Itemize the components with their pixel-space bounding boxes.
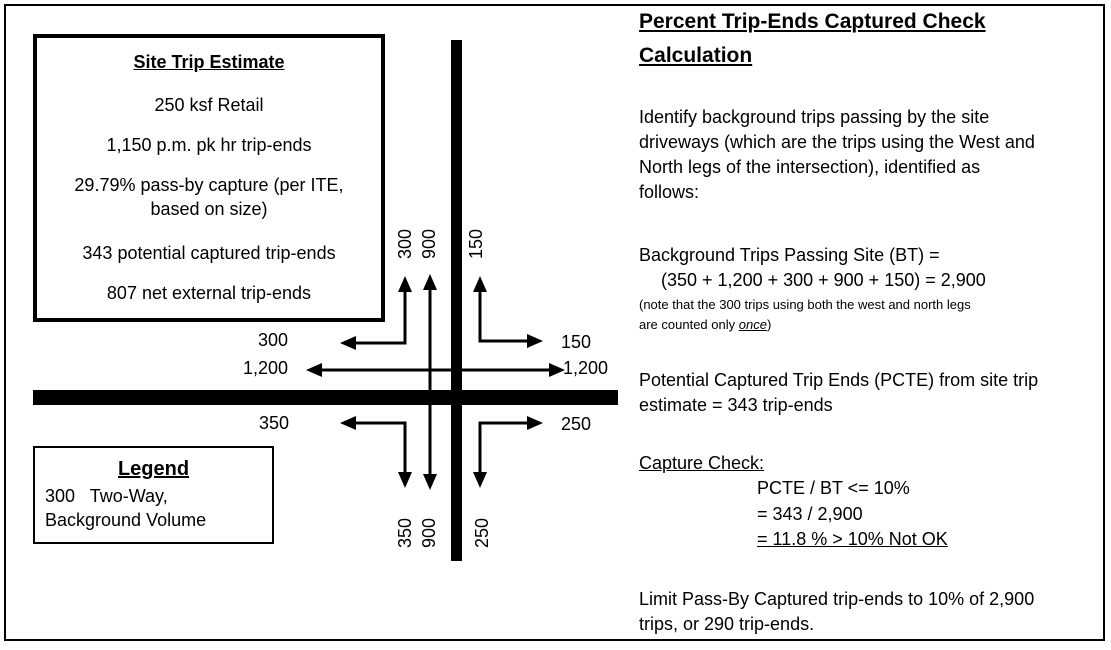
arrowhead-north-through xyxy=(423,274,437,290)
volume-west-top: 300 xyxy=(258,330,289,350)
arrowhead-sw-left xyxy=(340,416,356,430)
legend-line-2: Background Volume xyxy=(45,510,207,530)
site-box-line-passby-a: 29.79% pass-by capture (per ITE, xyxy=(74,175,344,195)
calc-bt-formula: (350 + 1,200 + 300 + 900 + 150) = 2,900 xyxy=(661,270,986,290)
site-trip-estimate-box xyxy=(33,34,385,322)
volume-east-top: 150 xyxy=(561,332,592,352)
site-box-line-passby-b: based on size) xyxy=(150,199,268,219)
volume-south-through: 900 xyxy=(419,517,439,549)
legend-box xyxy=(33,446,274,544)
calc-check-line-2: = 343 / 2,900 xyxy=(757,504,863,524)
calc-pcte-2: estimate = 343 trip-ends xyxy=(639,395,833,415)
north-south-road xyxy=(451,40,462,561)
legend-title: Legend xyxy=(117,458,190,480)
calc-note-2-emphasis: once xyxy=(738,317,767,332)
arrowhead-se-right xyxy=(527,416,543,430)
volume-north-right: 150 xyxy=(466,228,486,260)
volume-north-left: 300 xyxy=(395,228,415,260)
site-box-line-net-external: 807 net external trip-ends xyxy=(106,283,312,303)
south-west-turn-arrow xyxy=(352,423,405,474)
arrowhead-nw-left xyxy=(340,336,356,350)
volume-west-through: 1,200 xyxy=(243,358,289,378)
arrowhead-se-down xyxy=(473,472,487,488)
east-west-road xyxy=(33,390,618,405)
site-box-line-captured: 343 potential captured trip-ends xyxy=(82,243,336,263)
volume-west-bottom: 350 xyxy=(259,413,290,433)
calc-intro-2: driveways (which are the trips using the West and xyxy=(639,132,1035,152)
calc-title-line-1: Percent Trip-Ends Captured Check xyxy=(639,10,986,33)
arrowhead-west xyxy=(306,363,322,377)
arrowhead-nw-up xyxy=(398,276,412,292)
calc-title-line-2: Calculation xyxy=(639,44,753,67)
calc-limit-2: trips, or 290 trip-ends. xyxy=(639,614,815,634)
arrowhead-ne-right xyxy=(527,334,543,348)
volume-north-through: 900 xyxy=(419,228,439,260)
calc-note-2 xyxy=(639,317,1079,333)
calc-note-2-text: are counted only xyxy=(639,317,739,332)
calc-capture-check-title: Capture Check: xyxy=(639,453,765,473)
calc-bt-label: Background Trips Passing Site (BT) = xyxy=(639,245,940,265)
calc-intro-3: North legs of the intersection), identified as xyxy=(639,157,981,177)
calc-note-1: (note that the 300 trips using both the west and north legs xyxy=(639,297,971,312)
north-east-turn-arrow xyxy=(480,290,531,341)
volume-east-bottom: 250 xyxy=(561,414,592,434)
volume-south-left: 350 xyxy=(395,517,415,549)
site-box-title: Site Trip Estimate xyxy=(133,52,285,72)
calc-check-line-1: PCTE / BT <= 10% xyxy=(757,478,910,498)
volume-south-right: 250 xyxy=(472,517,492,549)
volume-east-through: 1,200 xyxy=(563,358,609,378)
calc-pcte-1: Potential Captured Trip Ends (PCTE) from site trip xyxy=(639,370,1039,390)
calc-check-line-3: = 11.8 % > 10% Not OK xyxy=(757,529,948,549)
south-east-turn-arrow xyxy=(480,423,531,474)
legend-line-1: 300 Two-Way, xyxy=(45,486,168,506)
calc-intro-4: follows: xyxy=(639,182,700,202)
site-box-line-trip-ends: 1,150 p.m. pk hr trip-ends xyxy=(106,135,312,155)
arrowhead-ne-up xyxy=(473,276,487,292)
arrowhead-south-through xyxy=(423,474,437,490)
arrowhead-sw-down xyxy=(398,472,412,488)
calc-limit-1: Limit Pass-By Captured trip-ends to 10% of 2,900 xyxy=(639,589,1035,609)
site-box-line-retail: 250 ksf Retail xyxy=(154,95,264,115)
calc-note-2-close: ) xyxy=(766,317,772,332)
calc-intro-1: Identify background trips passing by the site xyxy=(639,107,990,127)
